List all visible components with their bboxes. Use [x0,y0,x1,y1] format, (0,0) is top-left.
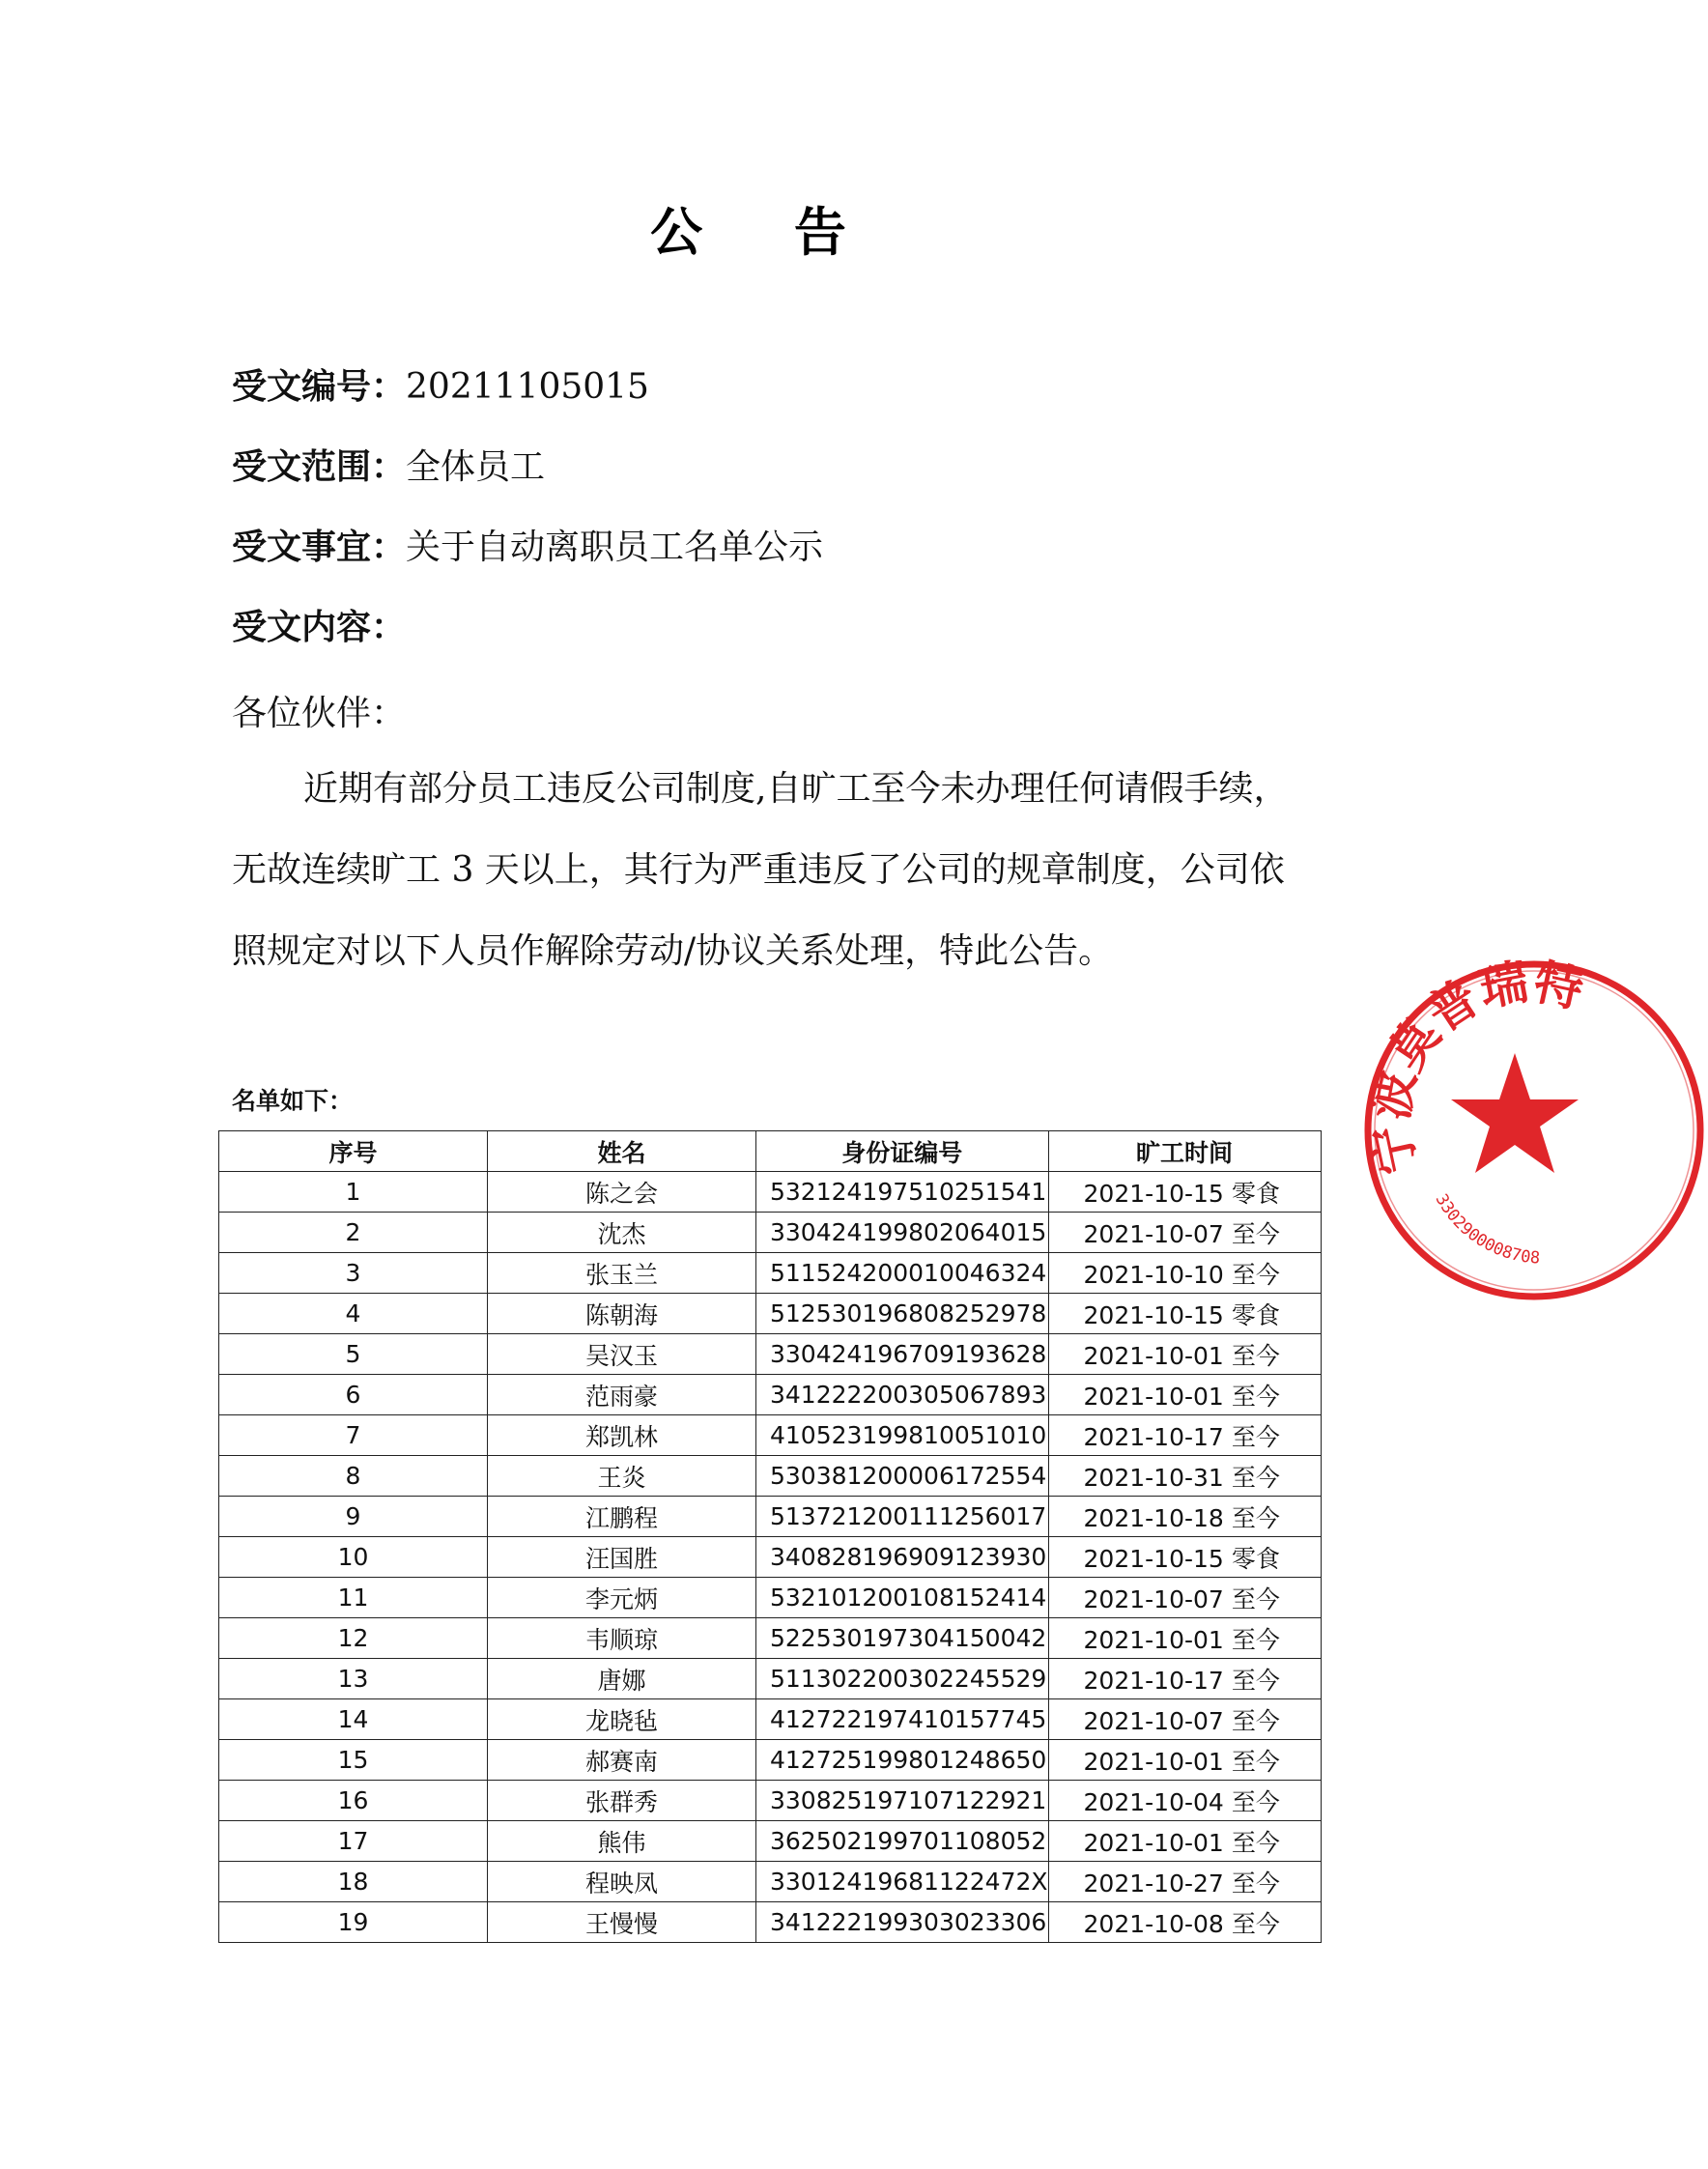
absence-date: 2021-10-07 [1083,1219,1224,1248]
cell-seq: 6 [219,1375,488,1415]
cell-name: 郑凯林 [488,1415,756,1456]
cell-id-number: 341222200305067893 [756,1375,1049,1415]
cell-id-number: 341222199303023306 [756,1902,1049,1943]
meta-line-content [232,600,406,649]
absence-date: 2021-10-31 [1083,1463,1224,1492]
roster-table [218,1130,1322,1943]
svg-text:3302900008708 [1432,1191,1541,1269]
cell-name: 唐娜 [488,1659,756,1699]
cell-absence [1048,1253,1321,1294]
cell-name: 王慢慢 [488,1902,756,1943]
cell-absence [1048,1172,1321,1213]
absence-status: 零食 [1231,1179,1280,1208]
absence-date: 2021-10-15 [1083,1544,1224,1573]
absence-date: 2021-10-01 [1083,1625,1224,1654]
absence-date: 2021-10-17 [1083,1666,1224,1695]
table-row [219,1213,1322,1253]
absence-status: 至今 [1231,1422,1280,1451]
cell-name: 陈之会 [488,1172,756,1213]
cell-seq: 4 [219,1294,488,1334]
absence-date: 2021-10-08 [1083,1909,1224,1938]
cell-seq: 9 [219,1497,488,1537]
cell-name: 张玉兰 [488,1253,756,1294]
cell-id-number: 513721200111256017 [756,1497,1049,1537]
cell-seq: 1 [219,1172,488,1213]
absence-status: 至今 [1231,1260,1280,1289]
absence-date: 2021-10-07 [1083,1706,1224,1735]
cell-absence [1048,1618,1321,1659]
cell-id-number: 522530197304150042 [756,1618,1049,1659]
cell-absence [1048,1375,1321,1415]
cell-id-number: 512530196808252978 [756,1294,1049,1334]
cell-id-number: 511302200302245529 [756,1659,1049,1699]
table-row [219,1172,1322,1213]
cell-absence [1048,1213,1321,1253]
absence-date: 2021-10-01 [1083,1382,1224,1411]
table-row [219,1659,1322,1699]
absence-status: 零食 [1231,1544,1280,1573]
meta-line-doc-number [232,359,649,409]
cell-absence [1048,1415,1321,1456]
meta-label: 受文事宜： [232,528,407,567]
cell-absence [1048,1497,1321,1537]
absence-status: 至今 [1231,1869,1280,1898]
header-name: 姓名 [488,1131,756,1172]
cell-absence [1048,1456,1321,1497]
cell-name: 范雨豪 [488,1375,756,1415]
cell-id-number: 412725199801248650 [756,1740,1049,1781]
meta-label: 受文编号： [232,367,407,407]
absence-date: 2021-10-01 [1083,1828,1224,1857]
cell-name: 熊伟 [488,1821,756,1862]
cell-seq: 12 [219,1618,488,1659]
cell-name: 韦顺琼 [488,1618,756,1659]
meta-line-scope [232,440,545,489]
cell-absence [1048,1699,1321,1740]
greeting: 各位伙伴： [232,694,407,733]
table-row [219,1862,1322,1902]
cell-seq: 11 [219,1578,488,1618]
cell-seq: 16 [219,1781,488,1821]
absence-date: 2021-10-01 [1083,1747,1224,1776]
absence-date: 2021-10-27 [1083,1869,1224,1898]
cell-absence [1048,1659,1321,1699]
cell-name: 龙晓毡 [488,1699,756,1740]
cell-seq: 3 [219,1253,488,1294]
absence-status: 至今 [1231,1787,1280,1816]
cell-name: 郝赛南 [488,1740,756,1781]
cell-id-number: 330825197107122921 [756,1781,1049,1821]
table-row [219,1375,1322,1415]
table-row [219,1902,1322,1943]
cell-absence [1048,1781,1321,1821]
meta-value: 关于自动离职员工名单公示 [406,528,824,567]
cell-seq: 10 [219,1537,488,1578]
cell-absence [1048,1334,1321,1375]
absence-status: 零食 [1231,1300,1280,1329]
table-row [219,1294,1322,1334]
cell-id-number: 330424199802064015 [756,1213,1049,1253]
table-row [219,1253,1322,1294]
cell-id-number: 33012419681122472X [756,1862,1049,1902]
absence-status: 至今 [1231,1341,1280,1370]
cell-id-number: 511524200010046324 [756,1253,1049,1294]
cell-seq: 8 [219,1456,488,1497]
table-row [219,1334,1322,1375]
table-row [219,1497,1322,1537]
absence-date: 2021-10-07 [1083,1584,1224,1613]
header-seq: 序号 [219,1131,488,1172]
cell-absence [1048,1740,1321,1781]
absence-status: 至今 [1231,1503,1280,1532]
meta-value: 20211105015 [406,367,649,407]
table-row [219,1456,1322,1497]
cell-seq: 14 [219,1699,488,1740]
absence-status: 至今 [1231,1706,1280,1735]
table-row [219,1699,1322,1740]
cell-name: 陈朝海 [488,1294,756,1334]
meta-label: 受文内容： [232,608,407,647]
table-row [219,1821,1322,1862]
absence-date: 2021-10-15 [1083,1179,1224,1208]
page-title: 公 告 [650,202,883,263]
meta-value: 全体员工 [406,447,546,487]
cell-id-number: 530381200006172554 [756,1456,1049,1497]
cell-seq: 7 [219,1415,488,1456]
table-row [219,1578,1322,1618]
cell-name: 王炎 [488,1456,756,1497]
absence-status: 至今 [1231,1219,1280,1248]
cell-name: 吴汉玉 [488,1334,756,1375]
cell-absence [1048,1902,1321,1943]
cell-name: 李元炳 [488,1578,756,1618]
cell-absence [1048,1294,1321,1334]
company-seal-stamp [1360,956,1708,1304]
table-row [219,1618,1322,1659]
table-row [219,1415,1322,1456]
meta-label: 受文范围： [232,447,407,487]
cell-name: 江鹏程 [488,1497,756,1537]
cell-id-number: 340828196909123930 [756,1537,1049,1578]
cell-absence [1048,1578,1321,1618]
absence-date: 2021-10-18 [1083,1503,1224,1532]
header-id: 身份证编号 [756,1131,1049,1172]
absence-status: 至今 [1231,1747,1280,1776]
absence-date: 2021-10-04 [1083,1787,1224,1816]
absence-status: 至今 [1231,1625,1280,1654]
cell-seq: 18 [219,1862,488,1902]
cell-seq: 5 [219,1334,488,1375]
table-row [219,1781,1322,1821]
absence-date: 2021-10-17 [1083,1422,1224,1451]
stamp-arc-text: 宁波莫普瑞特 [1361,956,1588,1180]
table-row [219,1740,1322,1781]
header-absence: 旷工时间 [1048,1131,1321,1172]
absence-date: 2021-10-10 [1083,1260,1224,1289]
absence-date: 2021-10-01 [1083,1341,1224,1370]
table-header-row [219,1131,1322,1172]
absence-status: 至今 [1231,1584,1280,1613]
star-icon [1451,1053,1579,1173]
cell-id-number: 330424196709193628 [756,1334,1049,1375]
stamp-code-text: 3302900008708 [1431,1190,1541,1269]
cell-id-number: 532101200108152414 [756,1578,1049,1618]
cell-id-number: 532124197510251541 [756,1172,1049,1213]
table-row [219,1537,1322,1578]
absence-date: 2021-10-15 [1083,1300,1224,1329]
cell-seq: 19 [219,1902,488,1943]
cell-seq: 15 [219,1740,488,1781]
notice-paragraph: 近期有部分员工违反公司制度,自旷工至今未办理任何请假手续，无故连续旷工 3 天以上，其行为严重违反了公司的规章制度，公司依照规定对以下人员作解除劳动/协议关系处理，特此公告。 [232,769,1289,971]
cell-id-number: 412722197410157745 [756,1699,1049,1740]
absence-status: 至今 [1231,1382,1280,1411]
cell-seq: 2 [219,1213,488,1253]
meta-line-subject [232,520,823,569]
cell-seq: 17 [219,1821,488,1862]
cell-seq: 13 [219,1659,488,1699]
cell-name: 张群秀 [488,1781,756,1821]
absence-status: 至今 [1231,1828,1280,1857]
absence-status: 至今 [1231,1909,1280,1938]
cell-absence [1048,1821,1321,1862]
cell-name: 汪国胜 [488,1537,756,1578]
svg-text:宁波莫普瑞特 [1362,956,1588,1179]
cell-name: 程映凤 [488,1862,756,1902]
absence-status: 至今 [1231,1463,1280,1492]
list-caption: 名单如下： [232,1087,354,1115]
cell-absence [1048,1537,1321,1578]
cell-name: 沈杰 [488,1213,756,1253]
absence-status: 至今 [1231,1666,1280,1695]
cell-absence [1048,1862,1321,1902]
cell-id-number: 362502199701108052 [756,1821,1049,1862]
cell-id-number: 410523199810051010 [756,1415,1049,1456]
